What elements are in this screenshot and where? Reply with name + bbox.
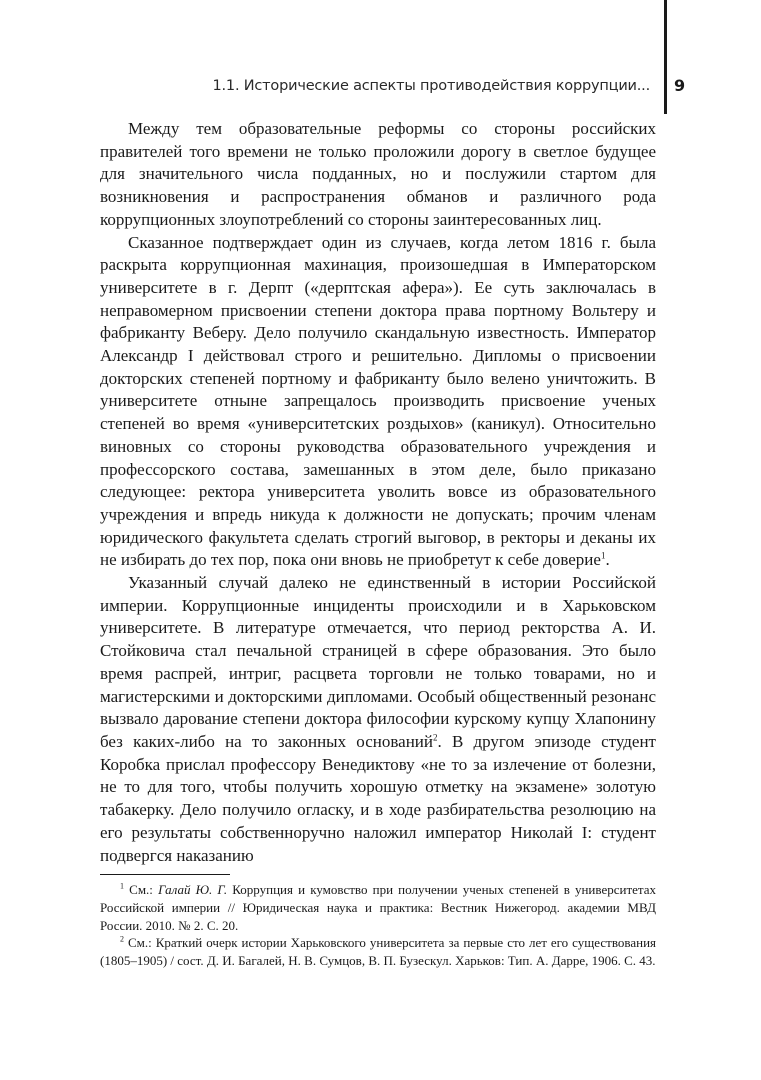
header-vertical-rule (664, 0, 667, 114)
footnote-1 (100, 881, 656, 934)
paragraph-1: Между тем образовательные реформы со стороны российских правителей того времени не только проложили дорогу в светлое будущее для значительного числа подданных, но и послужили стартом для возникновения и распространения обманов и различного рода коррупционных злоупотреблений со стороны заинтересованных лиц. (100, 119, 656, 229)
footnote-1-author: Галай Ю. Г. (158, 882, 228, 897)
footnote-2-mark: 2 (120, 935, 124, 945)
footnote-1-mark: 1 (120, 881, 124, 891)
running-header: 1.1. Исторические аспекты противодействия коррупции... (212, 78, 650, 94)
footnote-1-text: Коррупция и кумовство при получении ученых степеней в университетах Российской империи // Юридическая наука и практика: Вестник Нижегород. академии МВД России. 2010. № 2. С. 20. (100, 882, 657, 933)
footnote-2-text: См.: Краткий очерк истории Харьковского университета за первые сто лет его существования (1805–1905) / сост. Д. И. Багалей, Н. В. Сумцов, В. П. Бузескул. Харьков: Тип. А. Дарре, 1906. С. 43. (100, 935, 657, 969)
paragraph-2: Сказанное подтверждает один из случаев, когда летом 1816 г. была раскрыта коррупционная махинация, произошедшая в Императорском университете в г. Дерпт («дерптская афера»). Ее суть заключалась в неправомерном присвоении степени доктора права портному Вольтеру и фабриканту Веберу. Дело получило скандальную известность. Император Александр I действовал строго и решительно. Дипломы о присвоении докторских степеней портному и фабриканту было велено уничтожить. В университете отныне запрещалось производить присвоение ученых степеней во время «университетских роздыхов» (каникул). Относительно виновных со стороны руководства образовательного учреждения и профессорского состава, замешанных в этом деле, было приказано следующее: ректора университета уволить вовсе из образовательного учреждения и впредь никуда к должности не допускать; прочим членам юридического факультета сделать строгий выговор, в ректоры и деканы их не избирать до тех пор, пока они вновь не приобретут к себе доверие$^1$. (100, 232, 656, 570)
footnote-2 (100, 934, 656, 970)
footnote-1-prefix: См.: (129, 882, 153, 897)
paragraph-3 (100, 572, 656, 867)
footnotes (100, 881, 656, 970)
body-text (100, 118, 656, 867)
paragraph-3-text-b: . В другом эпизоде студент Коробка прислал профессору Венедиктову «не то за излечение от болезни, не то для того, чтобы получить хорошую отметку на экзамене» золотую табакерку. Дело получило огласку, и в ходе разбирательства резолюцию на его результаты собственноручно наложил император Николай I: студент подвергся наказанию (100, 731, 656, 865)
page-number: 9 (674, 76, 686, 95)
paragraph-2-text: Сказанное подтверждает один из случаев, когда летом 1816 г. была раскрыта коррупционная махинация, произошедшая в Императорском университете в г. Дерпт («дерптская афера»). Ее суть заключалась в неправомерном присвоении степени доктора права портному Вольтеру и фабриканту Веберу. Дело получило скандальную известность. Император Александр I действовал строго и решительно. Дипломы о присвоении докторских степеней портному и фабриканту было велено уничтожить. В университете отныне запрещалось производить присвоение ученых степеней во время «университетских роздыхов» (каникул). Относительно виновных со стороны руководства образовательного учреждения и профессорского состава, замешанных в этом деле, было приказано следующее: ректора университета уволить вовсе из образовательного учреждения и впредь никуда к должности не допускать; прочим членам юридического факультета сделать строгий выговор, в ректоры и деканы их не избирать до тех пор, пока они вновь не приобретут к себе доверие (100, 232, 656, 570)
footnote-ref-2[interactable]: 2 (433, 732, 438, 743)
paragraph-3-text-a: Указанный случай далеко не единственный в истории Российской империи. Коррупционные инциденты происходили и в Харьковском университете. В литературе отмечается, что период ректорства А. И. Стойковича стал печальной страницей в сфере образования. Это было время распрей, интриг, расцвета торговли не только товарами, но и магистерскими и докторскими дипломами. Особый общественный резонанс вызвало дарование степени доктора философии курскому купцу Хлапонину без каких-либо на то законных оснований (100, 573, 656, 751)
footnote-ref-1[interactable]: 1 (600, 550, 606, 561)
footnote-separator (100, 874, 230, 875)
